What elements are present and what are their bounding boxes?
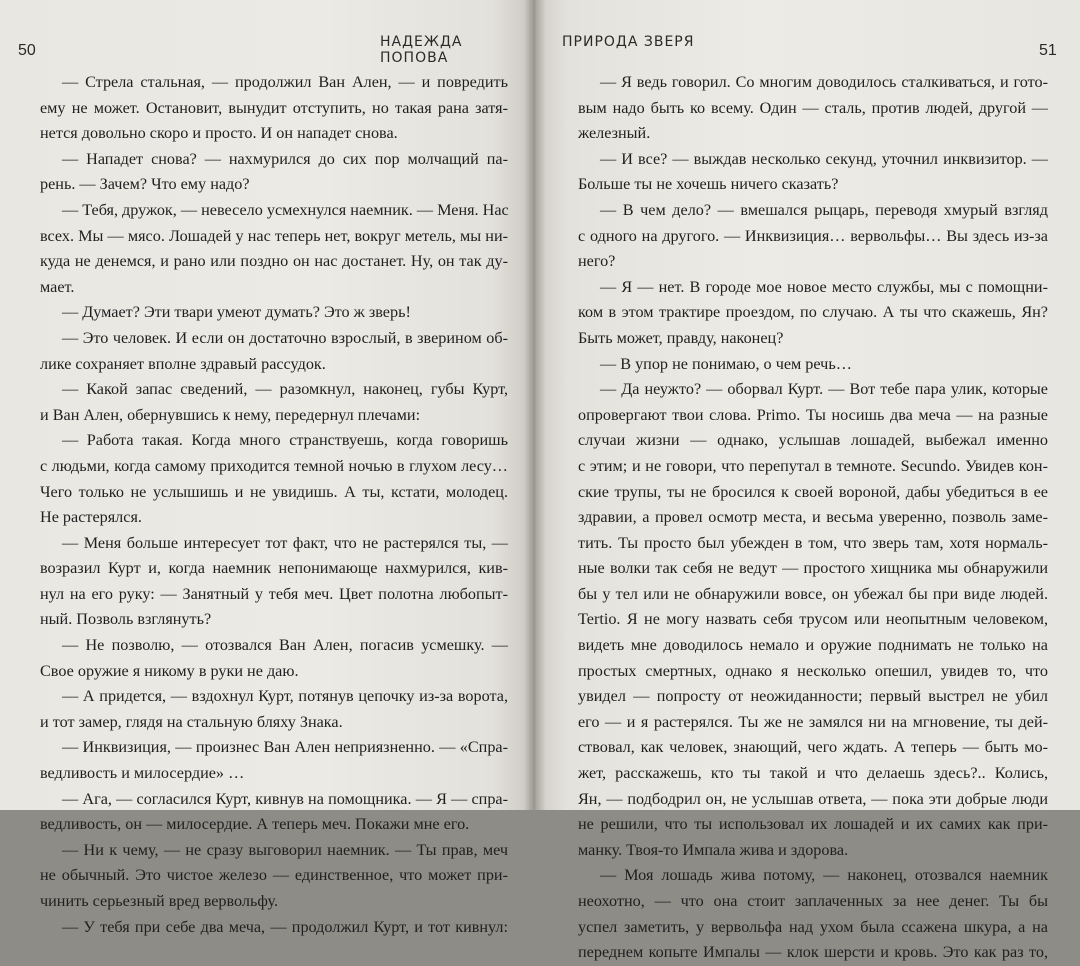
text-line: — Это человек. И если он достаточно взрослый, в зверином об- (62, 328, 508, 347)
text-line: Свое оружие я никому в руки не даю. (40, 661, 299, 680)
text-line: не обычный. Это чистое железо — единственное, что может при- (40, 866, 508, 885)
text-line: Ян, — подбодрил он, не услышав ответа, — пока эти добрые люди (578, 789, 1048, 808)
text-line: простых смертных, однако я несколько опешил, увидев то, что (578, 661, 1048, 680)
text-line: Tertio. Я не могу назвать себя трусом или неопытным человеком, (578, 610, 1048, 629)
text-line: и Ван Ален, обернувшись к нему, передернул плечами: (40, 405, 421, 424)
text-line: тить. Ты просто был убежден в том, что зверь там, хотя нормаль- (578, 533, 1048, 552)
text-line: и тот замер, глядя на стальную бляху Знака. (40, 712, 343, 731)
text-line: — Инквизиция, — произнес Ван Ален неприязненно. — «Спра- (62, 738, 508, 757)
text-line: — Работа такая. Когда много странствуешь, когда говоришь (62, 431, 508, 450)
text-line: успел заметить, у вервольфа над ухом была ссажена шкура, а на (578, 917, 1048, 936)
text-line: возразил Курт и, когда наемник непонимающе нахмурился, кив- (40, 559, 508, 578)
text-line: с одного на другого. — Инквизиция… вервольфы… Вы здесь из-за (578, 226, 1048, 245)
text-line: нул на его руку: — Занятный у тебя меч. Цвет полотна любопыт- (40, 584, 508, 603)
text-line: ствовал, как человек, знающий, чего ждать. А теперь — быть мо- (578, 738, 1048, 757)
text-line: здравии, а провел осмотр места, и весьма уверенно, позволь заме- (578, 508, 1048, 527)
text-line: бы у тел или не обнаружили вовсе, он убежал бы при виде людей. (578, 584, 1048, 603)
text-line: — Стрела стальная, — продолжил Ван Ален, — и повредить (62, 73, 508, 91)
left-page-text (40, 70, 508, 940)
text-line: — Я — нет. В городе мое новое место службы, мы с помощни- (600, 277, 1048, 296)
running-head-author: НАДЕЖДА ПОПОВА (380, 34, 463, 66)
text-line: его — и я растерялся. Ты же не замялся ни на мгновение, ты дей- (578, 712, 1048, 731)
text-line: видеть мне доводилось немало и оружие поднимать не только на (578, 636, 1048, 655)
text-line: — Меня больше интересует тот факт, что не растерялся ты, — (62, 533, 508, 552)
text-line: — Ага, — согласился Курт, кивнув на помощника. — Я — спра- (62, 789, 508, 808)
text-line: опровергают твои слова. Primo. Ты носишь два меча — на разные (578, 405, 1048, 424)
page-number: 51 (1039, 42, 1057, 59)
text-line: рень. — Зачем? Что ему надо? (40, 175, 250, 194)
text-line: куда не денемся, и рано или поздно он нас достанет. Ну, он так ду- (40, 252, 508, 271)
text-line: с этим; и не говори, что перепутал в темноте. Secundo. Увидев кон- (578, 456, 1048, 475)
text-line: чинить серьезный вред вервольфу. (40, 892, 278, 910)
text-line: — Не позволю, — отозвался Ван Ален, погасив усмешку. — (62, 636, 508, 655)
text-line: — Тебя, дружок, — невесело усмехнулся наемник. — Меня. Нас (62, 200, 509, 219)
text-line: — Думает? Эти твари умеют думать? Это ж зверь! (62, 303, 411, 322)
text-line: — В упор не понимаю, о чем речь… (600, 354, 852, 373)
text-line: ком в этом трактире проездом, по случаю. А ты что скажешь, Ян? (578, 303, 1048, 322)
running-head-title: ПРИРОДА ЗВЕРЯ (562, 34, 695, 50)
text-line: — Ни к чему, — не сразу выговорил наемник. — Ты прав, меч (62, 840, 508, 859)
text-line: ные волки так себя не ведут — простого хищника мы обнаружили (578, 559, 1048, 578)
text-line: ведливость, он — милосердие. А теперь меч. Покажи мне его. (40, 815, 470, 834)
text-line: увидел — попросту от неожиданности; первый выстрел не убил (578, 687, 1048, 706)
text-line: Быть может, правду, наконец? (578, 328, 784, 347)
text-line: — В чем дело? — вмешался рыцарь, переводя хмурый взгляд (600, 200, 1048, 219)
text-line: Не растерялся. (40, 508, 142, 527)
right-page-text (578, 70, 1048, 966)
text-line: переднем копыте Импалы — клок шерсти и кровь. Это как раз то, (578, 943, 1048, 962)
text-line: всех. Мы — мясо. Лошадей у нас теперь нет, вокруг метель, мы ни- (40, 226, 508, 245)
text-line: не решили, что ты использовал их лошадей и их самих как при- (578, 815, 1048, 834)
text-line: него? (578, 252, 616, 271)
text-line: — Я ведь говорил. Со многим доводилось сталкиваться, и гото- (600, 73, 1048, 91)
text-line: железный. (578, 124, 651, 143)
text-line: — Какой запас сведений, — разомкнул, наконец, губы Курт, (62, 380, 508, 399)
text-line: ские трупы, ты не бросился к своей вороной, дабы убедиться в ее (578, 482, 1048, 501)
text-line: случаи жизни — однако, услышав лошадей, выбежал именно (578, 431, 1048, 450)
text-line: лике сохраняет вполне здравый рассудок. (40, 354, 326, 373)
text-line: жет, расскажешь, кто ты такой и что делаешь здесь?.. Колись, (578, 764, 1048, 783)
text-line: с людьми, когда самому приходится темной ночью в глухом лесу… (40, 456, 508, 475)
text-line: — Да неужто? — оборвал Курт. — Вот тебе пара улик, которые (600, 380, 1048, 399)
text-line: — Моя лошадь жива потому, — наконец, отозвался наемник (600, 866, 1048, 885)
left-page (0, 0, 535, 936)
right-page (535, 0, 1080, 962)
text-line: неохотно, — что она стоит заплаченных за нее денег. Ты бы (578, 892, 1048, 910)
text-line: манку. Твоя-то Импала жива и здорова. (578, 840, 849, 859)
text-line: ему не может. Остановит, вынудит отступить, но такая рана затя- (40, 98, 508, 117)
book-gutter (524, 0, 546, 810)
text-line: вым надо быть ко всему. Один — сталь, против людей, другой — (578, 98, 1048, 117)
text-line: — Нападет снова? — нахмурился до сих пор молчащий па- (62, 149, 508, 168)
text-line: — А придется, — вздохнул Курт, потянув цепочку из-за ворота, (62, 687, 508, 706)
text-line: — У тебя при себе два меча, — продолжил Курт, и тот кивнул: (62, 917, 508, 936)
text-line: нется довольно скоро и просто. И он нападет снова. (40, 124, 398, 143)
text-line: ный. Позволь взглянуть? (40, 610, 212, 629)
text-line: — И все? — выждав несколько секунд, уточнил инквизитор. — (600, 149, 1048, 168)
text-line: ведливость и милосердие» … (40, 764, 245, 783)
page-number: 50 (18, 42, 36, 59)
text-line: мает. (40, 277, 75, 296)
text-line: Больше ты не хочешь ничего сказать? (578, 175, 839, 194)
text-line: Чего только не услышишь и не увидишь. А ты, кстати, молодец. (40, 482, 508, 501)
